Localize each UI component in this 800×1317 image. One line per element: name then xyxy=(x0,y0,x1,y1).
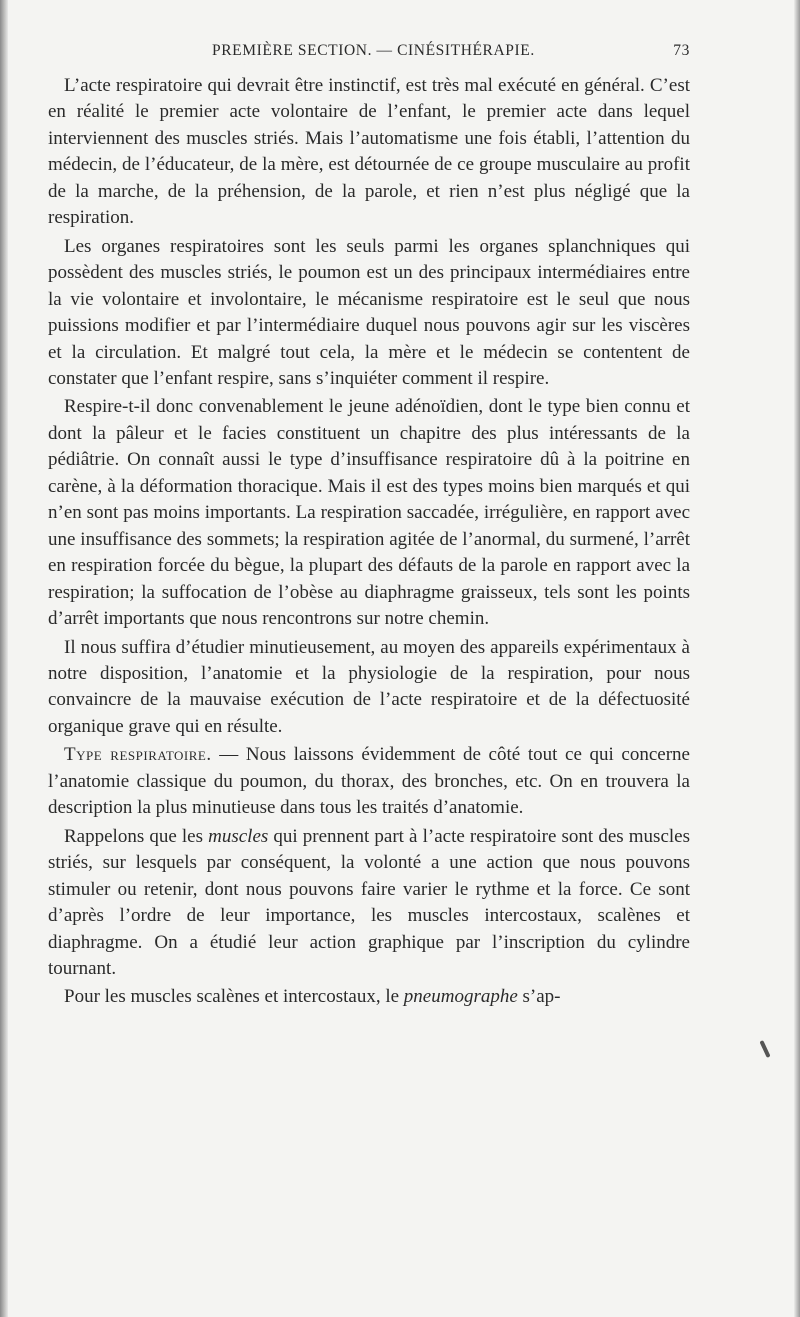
margin-mark xyxy=(759,1040,770,1058)
running-title: PREMIÈRE SECTION. — CINÉSITHÉRAPIE. xyxy=(212,42,535,59)
paragraph-6-start: Rappelons que les xyxy=(64,825,209,847)
paragraph-7 xyxy=(48,984,690,1010)
page-number: 73 xyxy=(673,42,690,59)
paragraph-7-rest: s’ap- xyxy=(517,986,561,1008)
body-text xyxy=(48,73,690,1011)
paragraph-5 xyxy=(48,742,690,821)
paragraph-1: L’acte respiratoire qui devrait être instinctif, est très mal exécuté en général. C’est en réalité le premier acte volontaire de l’enfant, le premier acte dans lequel interviennent des muscles striés. Mais l’automatisme une fois établi, l’attention du médecin, de l’éducateur, de la mère, est détournée de ce groupe musculaire au profit de la marche, de la préhension, de la parole, et rien n’est plus négligé que la respiration. xyxy=(48,75,690,229)
italic-muscles: muscles xyxy=(208,825,269,847)
italic-pneumographe: pneumographe xyxy=(403,986,518,1008)
paragraph-5-body: — Nous laissons évidemment de côté tout ce qui concerne l’anatomie classique du poumon, du thorax, des bronches, etc. On en trouvera la description la plus minutieuse dans tous les traités d’anatomie. xyxy=(48,744,690,819)
paragraph-6 xyxy=(48,824,690,983)
section-heading-type-respiratoire: Type respiratoire. xyxy=(64,744,212,766)
paragraph-3: Respire-t-il donc convenablement le jeune adénoïdien, dont le type bien connu et dont la pâleur et le facies constituent un chapitre des plus intéressants de la pédiâtrie. On connaît aussi le type d’insuffisance respiratoire dû à la poitrine en carène, à la déformation thoracique. Mais il est des types moins bien marqués et qui n’en sont pas moins importants. La respiration saccadée, irrégulière, en rapport avec une insuffisance des sommets; la respiration agitée de l’anormal, du surmené, l’arrêt en respiration forcée du bègue, la plupart des défauts de la parole en rapport avec la respiration; la suffocation de l’obèse au diaphragme graisseux, tels sont les points d’arrêt importants que nous rencontrons sur notre chemin. xyxy=(48,396,690,630)
paragraph-4: Il nous suffira d’étudier minutieusement, au moyen des appareils expérimentaux à notre disposition, l’anatomie et la physiologie de la respiration, pour nous convaincre de la mauvaise exécution de l’acte respiratoire et de la défectuosité organique grave qui en résulte. xyxy=(48,636,690,737)
paragraph-6-rest: qui prennent part à l’acte respiratoire sont des muscles striés, sur lesquels par conséquent, la volonté a une action que nous pouvons stimuler ou retenir, dont nous pouvons faire varier le rythme et la force. Ce sont d’après l’ordre de leur importance, les muscles intercostaux, scalènes et diaphragme. On a étudié leur action graphique par l’inscription du cylindre tournant. xyxy=(48,825,690,979)
paragraph-7-start: Pour les muscles scalènes et intercostaux, le xyxy=(64,986,404,1008)
running-header xyxy=(212,42,690,68)
paragraph-2: Les organes respiratoires sont les seuls parmi les organes splanchniques qui possèdent des muscles striés, le poumon est un des principaux intermédiaires entre la vie volontaire et involontaire, le mécanisme respiratoire est le seul que nous puissions modifier et par l’intermédiaire duquel nous pouvons agir sur les viscères et la circulation. Et malgré tout cela, la mère et le médecin se contentent de constater que l’enfant respire, sans s’inquiéter comment il respire. xyxy=(48,235,690,389)
